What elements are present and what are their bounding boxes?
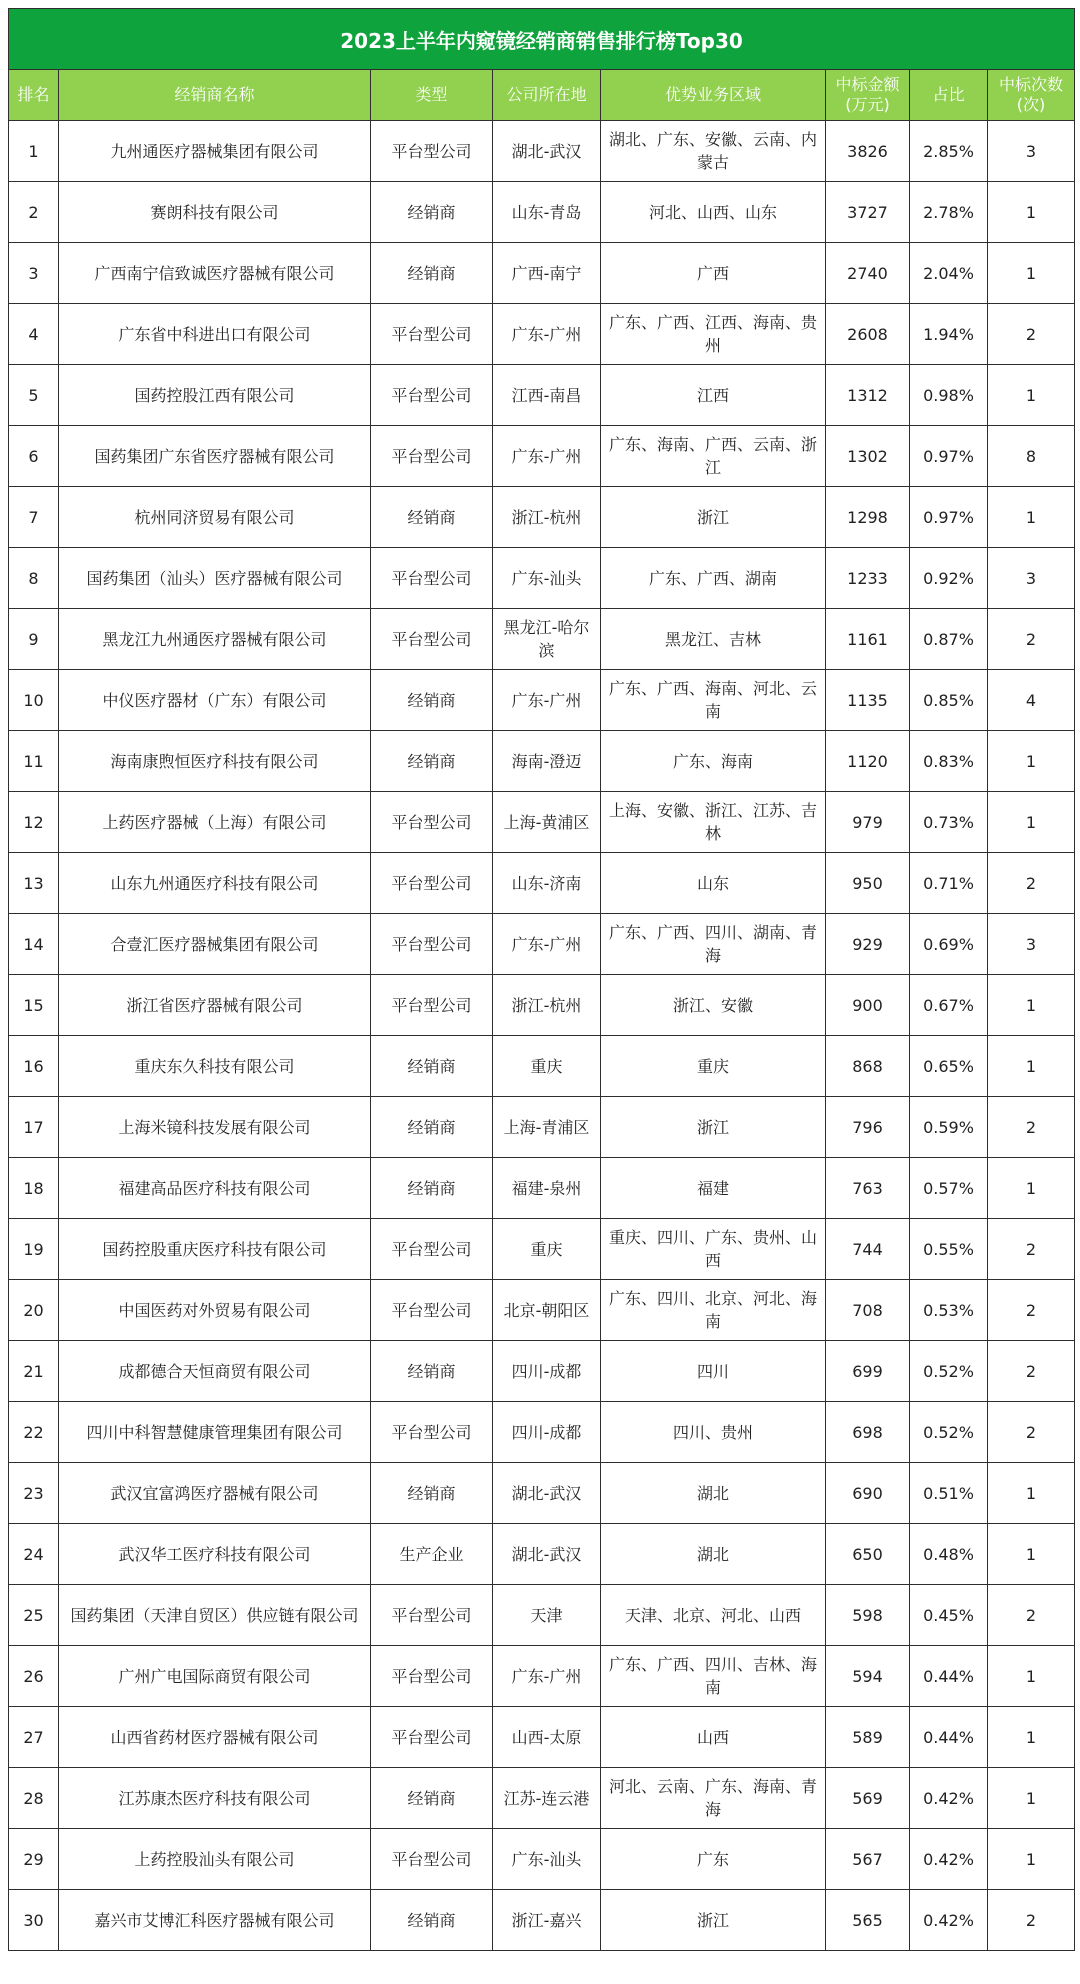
cell-rank: 25 bbox=[9, 1585, 59, 1646]
cell-type: 平台型公司 bbox=[371, 1585, 493, 1646]
cell-regions: 湖北 bbox=[601, 1463, 826, 1524]
cell-type: 平台型公司 bbox=[371, 304, 493, 365]
cell-count: 1 bbox=[988, 1463, 1075, 1524]
cell-rank: 22 bbox=[9, 1402, 59, 1463]
cell-regions: 湖北、广东、安徽、云南、内蒙古 bbox=[601, 121, 826, 182]
cell-type: 平台型公司 bbox=[371, 1707, 493, 1768]
cell-share: 2.78% bbox=[910, 182, 988, 243]
cell-amount: 744 bbox=[826, 1219, 910, 1280]
cell-share: 0.48% bbox=[910, 1524, 988, 1585]
cell-name: 广州广电国际商贸有限公司 bbox=[59, 1646, 371, 1707]
cell-location: 广东-广州 bbox=[493, 670, 601, 731]
cell-rank: 5 bbox=[9, 365, 59, 426]
cell-regions: 重庆、四川、广东、贵州、山西 bbox=[601, 1219, 826, 1280]
cell-amount: 950 bbox=[826, 853, 910, 914]
cell-regions: 山西 bbox=[601, 1707, 826, 1768]
cell-type: 经销商 bbox=[371, 1036, 493, 1097]
cell-type: 生产企业 bbox=[371, 1524, 493, 1585]
cell-name: 赛朗科技有限公司 bbox=[59, 182, 371, 243]
cell-location: 山西-太原 bbox=[493, 1707, 601, 1768]
cell-type: 平台型公司 bbox=[371, 1829, 493, 1890]
table-row bbox=[9, 1341, 1075, 1402]
table-row bbox=[9, 1524, 1075, 1585]
cell-regions: 湖北 bbox=[601, 1524, 826, 1585]
cell-share: 0.42% bbox=[910, 1829, 988, 1890]
table-row bbox=[9, 1768, 1075, 1829]
cell-share: 0.97% bbox=[910, 487, 988, 548]
table-row bbox=[9, 1829, 1075, 1890]
cell-rank: 21 bbox=[9, 1341, 59, 1402]
cell-share: 1.94% bbox=[910, 304, 988, 365]
cell-amount: 589 bbox=[826, 1707, 910, 1768]
cell-amount: 690 bbox=[826, 1463, 910, 1524]
header-rank: 排名 bbox=[9, 70, 59, 121]
cell-name: 国药控股江西有限公司 bbox=[59, 365, 371, 426]
cell-regions: 四川、贵州 bbox=[601, 1402, 826, 1463]
table-row bbox=[9, 731, 1075, 792]
cell-share: 0.73% bbox=[910, 792, 988, 853]
cell-share: 0.44% bbox=[910, 1707, 988, 1768]
cell-regions: 浙江 bbox=[601, 1890, 826, 1951]
table-row bbox=[9, 365, 1075, 426]
cell-count: 1 bbox=[988, 487, 1075, 548]
cell-type: 经销商 bbox=[371, 1097, 493, 1158]
cell-name: 海南康煦恒医疗科技有限公司 bbox=[59, 731, 371, 792]
cell-rank: 2 bbox=[9, 182, 59, 243]
cell-location: 四川-成都 bbox=[493, 1402, 601, 1463]
cell-name: 山西省药材医疗器械有限公司 bbox=[59, 1707, 371, 1768]
table-row bbox=[9, 1646, 1075, 1707]
table-row bbox=[9, 121, 1075, 182]
cell-amount: 763 bbox=[826, 1158, 910, 1219]
cell-share: 0.67% bbox=[910, 975, 988, 1036]
cell-share: 0.52% bbox=[910, 1402, 988, 1463]
cell-share: 0.59% bbox=[910, 1097, 988, 1158]
cell-count: 1 bbox=[988, 365, 1075, 426]
cell-amount: 699 bbox=[826, 1341, 910, 1402]
cell-regions: 广东、广西、四川、湖南、青海 bbox=[601, 914, 826, 975]
cell-count: 1 bbox=[988, 792, 1075, 853]
cell-location: 浙江-杭州 bbox=[493, 487, 601, 548]
cell-rank: 18 bbox=[9, 1158, 59, 1219]
table-row bbox=[9, 914, 1075, 975]
cell-type: 平台型公司 bbox=[371, 1280, 493, 1341]
cell-share: 0.85% bbox=[910, 670, 988, 731]
cell-regions: 四川 bbox=[601, 1341, 826, 1402]
cell-name: 国药控股重庆医疗科技有限公司 bbox=[59, 1219, 371, 1280]
cell-regions: 浙江 bbox=[601, 487, 826, 548]
cell-rank: 6 bbox=[9, 426, 59, 487]
cell-type: 平台型公司 bbox=[371, 609, 493, 670]
cell-name: 中仪医疗器材（广东）有限公司 bbox=[59, 670, 371, 731]
cell-rank: 28 bbox=[9, 1768, 59, 1829]
cell-count: 2 bbox=[988, 1890, 1075, 1951]
cell-location: 广东-广州 bbox=[493, 1646, 601, 1707]
cell-regions: 浙江、安徽 bbox=[601, 975, 826, 1036]
table-row bbox=[9, 1158, 1075, 1219]
cell-count: 1 bbox=[988, 182, 1075, 243]
table-row bbox=[9, 853, 1075, 914]
cell-type: 经销商 bbox=[371, 1890, 493, 1951]
table-row bbox=[9, 975, 1075, 1036]
cell-type: 平台型公司 bbox=[371, 914, 493, 975]
cell-regions: 黑龙江、吉林 bbox=[601, 609, 826, 670]
cell-type: 平台型公司 bbox=[371, 792, 493, 853]
cell-amount: 1312 bbox=[826, 365, 910, 426]
cell-rank: 23 bbox=[9, 1463, 59, 1524]
cell-location: 湖北-武汉 bbox=[493, 1524, 601, 1585]
cell-name: 上药控股汕头有限公司 bbox=[59, 1829, 371, 1890]
cell-regions: 广东、广西、湖南 bbox=[601, 548, 826, 609]
cell-share: 0.92% bbox=[910, 548, 988, 609]
cell-type: 经销商 bbox=[371, 1341, 493, 1402]
table-row bbox=[9, 1280, 1075, 1341]
cell-rank: 15 bbox=[9, 975, 59, 1036]
table-row bbox=[9, 609, 1075, 670]
cell-share: 2.04% bbox=[910, 243, 988, 304]
cell-name: 国药集团（天津自贸区）供应链有限公司 bbox=[59, 1585, 371, 1646]
cell-type: 平台型公司 bbox=[371, 548, 493, 609]
table-row bbox=[9, 1402, 1075, 1463]
cell-name: 四川中科智慧健康管理集团有限公司 bbox=[59, 1402, 371, 1463]
cell-rank: 7 bbox=[9, 487, 59, 548]
cell-name: 武汉宜富鸿医疗器械有限公司 bbox=[59, 1463, 371, 1524]
cell-location: 广东-汕头 bbox=[493, 1829, 601, 1890]
cell-rank: 30 bbox=[9, 1890, 59, 1951]
cell-location: 福建-泉州 bbox=[493, 1158, 601, 1219]
cell-amount: 796 bbox=[826, 1097, 910, 1158]
cell-name: 国药集团广东省医疗器械有限公司 bbox=[59, 426, 371, 487]
cell-rank: 20 bbox=[9, 1280, 59, 1341]
cell-count: 2 bbox=[988, 1402, 1075, 1463]
cell-rank: 4 bbox=[9, 304, 59, 365]
cell-location: 广东-汕头 bbox=[493, 548, 601, 609]
cell-name: 上海米镜科技发展有限公司 bbox=[59, 1097, 371, 1158]
table-row bbox=[9, 487, 1075, 548]
cell-amount: 1233 bbox=[826, 548, 910, 609]
cell-location: 重庆 bbox=[493, 1036, 601, 1097]
cell-share: 0.45% bbox=[910, 1585, 988, 1646]
cell-amount: 569 bbox=[826, 1768, 910, 1829]
cell-count: 3 bbox=[988, 548, 1075, 609]
cell-location: 江苏-连云港 bbox=[493, 1768, 601, 1829]
cell-type: 平台型公司 bbox=[371, 1219, 493, 1280]
cell-count: 8 bbox=[988, 426, 1075, 487]
cell-count: 1 bbox=[988, 1524, 1075, 1585]
header-share: 占比 bbox=[910, 70, 988, 121]
cell-type: 平台型公司 bbox=[371, 1402, 493, 1463]
table-row bbox=[9, 426, 1075, 487]
cell-amount: 900 bbox=[826, 975, 910, 1036]
table-row bbox=[9, 1707, 1075, 1768]
cell-rank: 17 bbox=[9, 1097, 59, 1158]
cell-amount: 3727 bbox=[826, 182, 910, 243]
cell-type: 经销商 bbox=[371, 1463, 493, 1524]
cell-amount: 1135 bbox=[826, 670, 910, 731]
cell-name: 成都德合天恒商贸有限公司 bbox=[59, 1341, 371, 1402]
cell-share: 0.87% bbox=[910, 609, 988, 670]
cell-amount: 594 bbox=[826, 1646, 910, 1707]
table-row bbox=[9, 1097, 1075, 1158]
cell-count: 1 bbox=[988, 1158, 1075, 1219]
cell-regions: 广东、广西、四川、吉林、海南 bbox=[601, 1646, 826, 1707]
cell-regions: 山东 bbox=[601, 853, 826, 914]
table-row bbox=[9, 243, 1075, 304]
cell-type: 平台型公司 bbox=[371, 1646, 493, 1707]
table-row bbox=[9, 1585, 1075, 1646]
cell-share: 0.98% bbox=[910, 365, 988, 426]
header-count-unit: (次) bbox=[1016, 95, 1046, 114]
cell-amount: 1120 bbox=[826, 731, 910, 792]
cell-location: 上海-青浦区 bbox=[493, 1097, 601, 1158]
cell-rank: 12 bbox=[9, 792, 59, 853]
cell-rank: 27 bbox=[9, 1707, 59, 1768]
ranking-table bbox=[8, 8, 1075, 1951]
cell-regions: 广东 bbox=[601, 1829, 826, 1890]
cell-amount: 2608 bbox=[826, 304, 910, 365]
cell-count: 1 bbox=[988, 1036, 1075, 1097]
cell-regions: 广东、海南 bbox=[601, 731, 826, 792]
table-row bbox=[9, 792, 1075, 853]
cell-count: 2 bbox=[988, 609, 1075, 670]
cell-location: 四川-成都 bbox=[493, 1341, 601, 1402]
table-row bbox=[9, 1463, 1075, 1524]
table-row bbox=[9, 1036, 1075, 1097]
table-row bbox=[9, 304, 1075, 365]
cell-share: 0.71% bbox=[910, 853, 988, 914]
cell-type: 平台型公司 bbox=[371, 426, 493, 487]
cell-location: 天津 bbox=[493, 1585, 601, 1646]
cell-share: 0.83% bbox=[910, 731, 988, 792]
cell-count: 1 bbox=[988, 1829, 1075, 1890]
cell-location: 山东-青岛 bbox=[493, 182, 601, 243]
cell-count: 2 bbox=[988, 1219, 1075, 1280]
cell-count: 4 bbox=[988, 670, 1075, 731]
cell-location: 浙江-嘉兴 bbox=[493, 1890, 601, 1951]
cell-amount: 929 bbox=[826, 914, 910, 975]
cell-location: 江西-南昌 bbox=[493, 365, 601, 426]
cell-amount: 567 bbox=[826, 1829, 910, 1890]
cell-count: 3 bbox=[988, 914, 1075, 975]
table-row bbox=[9, 1890, 1075, 1951]
cell-name: 山东九州通医疗科技有限公司 bbox=[59, 853, 371, 914]
cell-location: 湖北-武汉 bbox=[493, 121, 601, 182]
cell-type: 经销商 bbox=[371, 1158, 493, 1219]
header-count-label: 中标次数 bbox=[999, 75, 1064, 94]
cell-rank: 14 bbox=[9, 914, 59, 975]
cell-share: 0.57% bbox=[910, 1158, 988, 1219]
cell-name: 重庆东久科技有限公司 bbox=[59, 1036, 371, 1097]
header-row bbox=[9, 70, 1075, 121]
cell-rank: 1 bbox=[9, 121, 59, 182]
cell-name: 浙江省医疗器械有限公司 bbox=[59, 975, 371, 1036]
cell-regions: 江西 bbox=[601, 365, 826, 426]
cell-location: 广东-广州 bbox=[493, 914, 601, 975]
cell-regions: 广东、海南、广西、云南、浙江 bbox=[601, 426, 826, 487]
cell-count: 1 bbox=[988, 975, 1075, 1036]
cell-count: 1 bbox=[988, 243, 1075, 304]
cell-share: 2.85% bbox=[910, 121, 988, 182]
table-row bbox=[9, 670, 1075, 731]
cell-location: 海南-澄迈 bbox=[493, 731, 601, 792]
cell-amount: 2740 bbox=[826, 243, 910, 304]
cell-count: 2 bbox=[988, 1341, 1075, 1402]
cell-share: 0.65% bbox=[910, 1036, 988, 1097]
header-regions: 优势业务区域 bbox=[601, 70, 826, 121]
cell-share: 0.51% bbox=[910, 1463, 988, 1524]
cell-name: 广东省中科进出口有限公司 bbox=[59, 304, 371, 365]
cell-regions: 重庆 bbox=[601, 1036, 826, 1097]
header-name: 经销商名称 bbox=[59, 70, 371, 121]
cell-rank: 10 bbox=[9, 670, 59, 731]
cell-name: 嘉兴市艾博汇科医疗器械有限公司 bbox=[59, 1890, 371, 1951]
cell-type: 经销商 bbox=[371, 182, 493, 243]
cell-amount: 650 bbox=[826, 1524, 910, 1585]
cell-rank: 26 bbox=[9, 1646, 59, 1707]
cell-regions: 广东、广西、江西、海南、贵州 bbox=[601, 304, 826, 365]
cell-rank: 13 bbox=[9, 853, 59, 914]
table-row bbox=[9, 1219, 1075, 1280]
cell-share: 0.42% bbox=[910, 1768, 988, 1829]
cell-name: 江苏康杰医疗科技有限公司 bbox=[59, 1768, 371, 1829]
cell-regions: 广东、四川、北京、河北、海南 bbox=[601, 1280, 826, 1341]
cell-regions: 浙江 bbox=[601, 1097, 826, 1158]
cell-count: 2 bbox=[988, 1585, 1075, 1646]
cell-count: 1 bbox=[988, 1768, 1075, 1829]
cell-share: 0.55% bbox=[910, 1219, 988, 1280]
cell-type: 经销商 bbox=[371, 487, 493, 548]
cell-amount: 708 bbox=[826, 1280, 910, 1341]
table-row bbox=[9, 182, 1075, 243]
cell-location: 浙江-杭州 bbox=[493, 975, 601, 1036]
cell-share: 0.53% bbox=[910, 1280, 988, 1341]
ranking-table-container bbox=[8, 8, 1074, 1951]
cell-location: 湖北-武汉 bbox=[493, 1463, 601, 1524]
cell-regions: 上海、安徽、浙江、江苏、吉林 bbox=[601, 792, 826, 853]
cell-location: 北京-朝阳区 bbox=[493, 1280, 601, 1341]
cell-regions: 天津、北京、河北、山西 bbox=[601, 1585, 826, 1646]
cell-name: 中国医药对外贸易有限公司 bbox=[59, 1280, 371, 1341]
cell-name: 合壹汇医疗器械集团有限公司 bbox=[59, 914, 371, 975]
cell-amount: 1161 bbox=[826, 609, 910, 670]
cell-rank: 29 bbox=[9, 1829, 59, 1890]
header-count bbox=[988, 70, 1075, 121]
cell-name: 福建高品医疗科技有限公司 bbox=[59, 1158, 371, 1219]
cell-amount: 565 bbox=[826, 1890, 910, 1951]
cell-amount: 1298 bbox=[826, 487, 910, 548]
cell-type: 经销商 bbox=[371, 1768, 493, 1829]
cell-count: 2 bbox=[988, 1280, 1075, 1341]
cell-name: 杭州同济贸易有限公司 bbox=[59, 487, 371, 548]
cell-count: 2 bbox=[988, 304, 1075, 365]
cell-count: 2 bbox=[988, 853, 1075, 914]
cell-type: 平台型公司 bbox=[371, 365, 493, 426]
cell-amount: 598 bbox=[826, 1585, 910, 1646]
table-row bbox=[9, 548, 1075, 609]
cell-type: 经销商 bbox=[371, 731, 493, 792]
header-amount-label: 中标金额 bbox=[835, 75, 900, 94]
cell-type: 经销商 bbox=[371, 670, 493, 731]
cell-amount: 3826 bbox=[826, 121, 910, 182]
cell-share: 0.52% bbox=[910, 1341, 988, 1402]
cell-name: 武汉华工医疗科技有限公司 bbox=[59, 1524, 371, 1585]
cell-name: 上药医疗器械（上海）有限公司 bbox=[59, 792, 371, 853]
cell-location: 广东-广州 bbox=[493, 426, 601, 487]
cell-count: 1 bbox=[988, 1646, 1075, 1707]
cell-share: 0.42% bbox=[910, 1890, 988, 1951]
cell-count: 2 bbox=[988, 1097, 1075, 1158]
cell-name: 广西南宁信致诚医疗器械有限公司 bbox=[59, 243, 371, 304]
cell-location: 山东-济南 bbox=[493, 853, 601, 914]
table-title: 2023上半年内窥镜经销商销售排行榜Top30 bbox=[9, 9, 1075, 70]
header-type: 类型 bbox=[371, 70, 493, 121]
cell-count: 3 bbox=[988, 121, 1075, 182]
cell-share: 0.69% bbox=[910, 914, 988, 975]
cell-type: 平台型公司 bbox=[371, 121, 493, 182]
table-body bbox=[9, 121, 1075, 1951]
cell-share: 0.44% bbox=[910, 1646, 988, 1707]
cell-location: 上海-黄浦区 bbox=[493, 792, 601, 853]
header-location: 公司所在地 bbox=[493, 70, 601, 121]
cell-amount: 868 bbox=[826, 1036, 910, 1097]
cell-rank: 9 bbox=[9, 609, 59, 670]
cell-location: 广东-广州 bbox=[493, 304, 601, 365]
cell-count: 1 bbox=[988, 1707, 1075, 1768]
cell-location: 重庆 bbox=[493, 1219, 601, 1280]
cell-rank: 11 bbox=[9, 731, 59, 792]
header-amount bbox=[826, 70, 910, 121]
cell-regions: 福建 bbox=[601, 1158, 826, 1219]
cell-name: 黑龙江九州通医疗器械有限公司 bbox=[59, 609, 371, 670]
cell-name: 国药集团（汕头）医疗器械有限公司 bbox=[59, 548, 371, 609]
cell-regions: 广东、广西、海南、河北、云南 bbox=[601, 670, 826, 731]
cell-amount: 698 bbox=[826, 1402, 910, 1463]
cell-location: 黑龙江-哈尔滨 bbox=[493, 609, 601, 670]
cell-amount: 979 bbox=[826, 792, 910, 853]
cell-type: 平台型公司 bbox=[371, 975, 493, 1036]
cell-regions: 广西 bbox=[601, 243, 826, 304]
cell-regions: 河北、山西、山东 bbox=[601, 182, 826, 243]
cell-regions: 河北、云南、广东、海南、青海 bbox=[601, 1768, 826, 1829]
cell-amount: 1302 bbox=[826, 426, 910, 487]
cell-rank: 8 bbox=[9, 548, 59, 609]
cell-count: 1 bbox=[988, 731, 1075, 792]
cell-type: 平台型公司 bbox=[371, 853, 493, 914]
header-amount-unit: (万元) bbox=[845, 95, 890, 114]
cell-location: 广西-南宁 bbox=[493, 243, 601, 304]
cell-type: 经销商 bbox=[371, 243, 493, 304]
cell-rank: 3 bbox=[9, 243, 59, 304]
cell-rank: 24 bbox=[9, 1524, 59, 1585]
cell-rank: 19 bbox=[9, 1219, 59, 1280]
cell-rank: 16 bbox=[9, 1036, 59, 1097]
cell-name: 九州通医疗器械集团有限公司 bbox=[59, 121, 371, 182]
cell-share: 0.97% bbox=[910, 426, 988, 487]
